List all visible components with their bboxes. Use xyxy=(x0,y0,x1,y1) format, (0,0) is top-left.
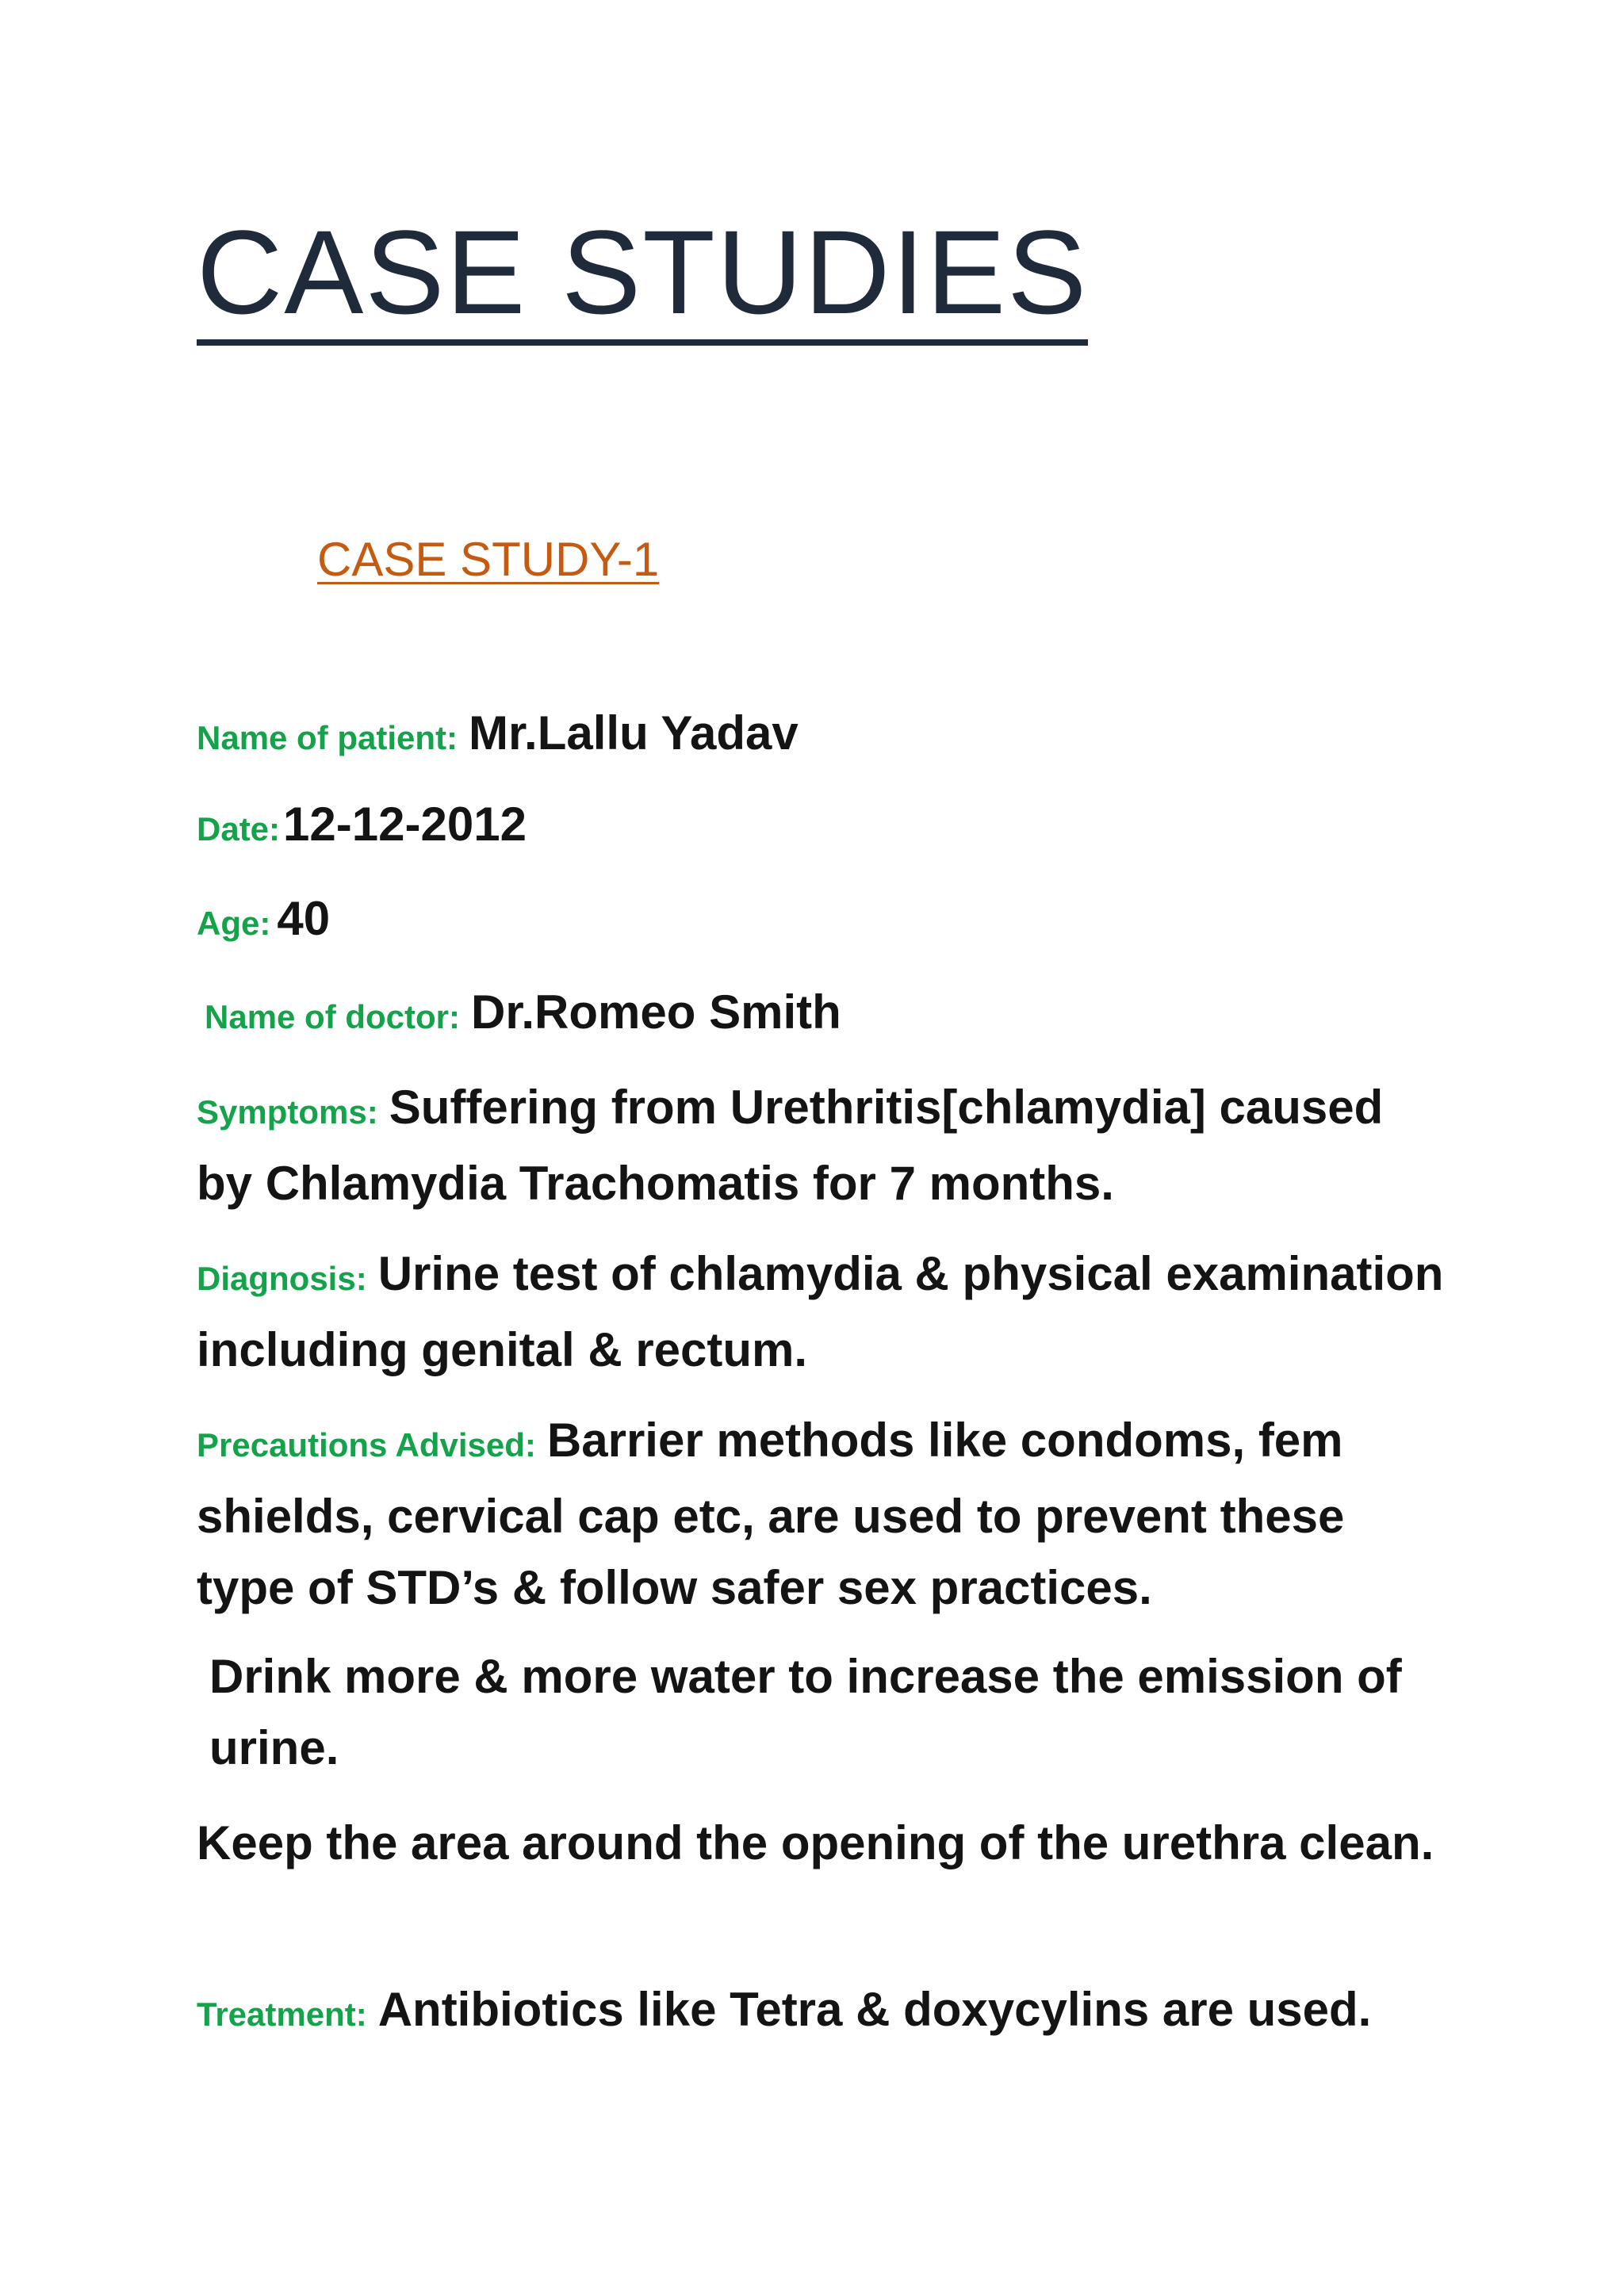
case-study-heading: CASE STUDY-1 xyxy=(317,533,660,586)
treatment-value: Antibiotics like Tetra & doxycylins are used. xyxy=(377,1983,1372,2036)
precaution-note-hygiene: Keep the area around the opening of the urethra clean. xyxy=(197,1816,1434,1869)
age-label: Age: xyxy=(197,905,271,942)
age-value: 40 xyxy=(277,892,331,945)
precaution-note-water: Drink more & more water to increase the emission of urine. xyxy=(209,1650,1402,1774)
date-label: Date: xyxy=(197,810,281,848)
diagnosis-row xyxy=(197,1238,1450,1386)
precautions-value: Barrier methods like condoms, fem shields, cervical cap etc, are used to prevent these type of STD’s & follow safer sex practices. xyxy=(197,1414,1345,1614)
page-title: CASE STUDIES xyxy=(197,212,1088,346)
diagnosis-value: Urine test of chlamydia & physical examination including genital & rectum. xyxy=(197,1247,1444,1376)
precautions-label: Precautions Advised: xyxy=(197,1426,536,1464)
date-value: 12-12-2012 xyxy=(283,798,527,851)
doctor-name-row xyxy=(205,977,1457,1053)
age-row xyxy=(197,883,1450,959)
diagnosis-label: Diagnosis: xyxy=(197,1260,367,1297)
patient-name-row xyxy=(197,698,1450,774)
patient-name-value: Mr.Lallu Yadav xyxy=(469,706,799,760)
patient-name-label: Name of patient: xyxy=(197,719,458,756)
symptoms-label: Symptoms: xyxy=(197,1093,378,1131)
treatment-row xyxy=(197,1974,1450,2050)
treatment-label: Treatment: xyxy=(197,1996,367,2033)
precautions-row xyxy=(197,1405,1450,1624)
date-row xyxy=(197,789,1450,865)
symptoms-row xyxy=(197,1072,1450,1219)
symptoms-value: Suffering from Urethritis[chlamydia] caused by Chlamydia Trachomatis for 7 months. xyxy=(197,1081,1384,1210)
doctor-name-value: Dr.Romeo Smith xyxy=(471,985,841,1039)
doctor-name-label: Name of doctor: xyxy=(205,998,461,1035)
